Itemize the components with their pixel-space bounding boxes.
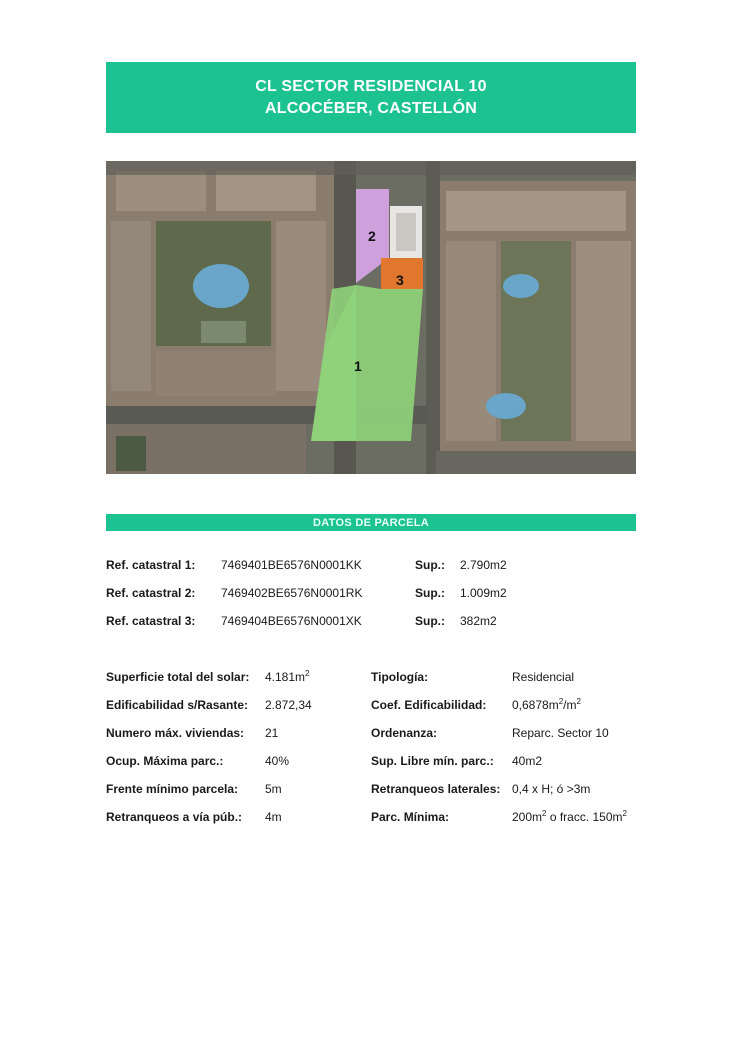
property-row [106,698,636,726]
cadastral-refs [106,558,636,642]
property-value [265,670,309,684]
property-row [106,726,636,754]
title-line-2: ALCOCÉBER, CASTELLÓN [265,99,477,117]
property-row [106,782,636,810]
property-row [106,810,636,838]
aerial-map-drawing [106,161,636,474]
title-banner [106,62,636,133]
property-label: Numero máx. viviendas: [106,726,245,740]
property-value: 4m [265,810,282,824]
property-value: 21 [265,726,279,740]
property-value: 5m [265,782,282,796]
parcel-label-2: 2 [368,228,376,244]
property-label: Ordenanza: [371,726,438,740]
value-tail: o fracc. 150m [546,810,623,824]
property-label: Edificabilidad s/Rasante: [106,698,249,712]
property-label: Ocup. Máxima parc.: [106,754,224,768]
ref-value: 7469401BE6576N0001KK [221,558,362,572]
value-text: 0,6878m [512,698,559,712]
property-value: Reparc. Sector 10 [512,726,609,740]
cadastral-row [106,614,636,642]
property-label: Superficie total del solar: [106,670,250,684]
property-value: 2.872,34 [265,698,312,712]
property-value [512,810,627,824]
property-label: Frente mínimo parcela: [106,782,239,796]
aerial-map [106,161,636,474]
superscript: 2 [558,697,564,706]
property-label: Parc. Mínima: [371,810,450,824]
value-text: 4.181m [265,670,306,684]
ref-label: Ref. catastral 3: [106,614,196,628]
cadastral-row [106,586,636,614]
sup-value: 382m2 [460,614,497,628]
property-value [512,698,581,712]
section-title-bar [106,514,636,531]
ref-value: 7469402BE6576N0001RK [221,586,363,600]
title-line-1: CL SECTOR RESIDENCIAL 10 [255,77,487,95]
property-label: Tipología: [371,670,429,684]
sup-label: Sup.: [415,558,445,572]
property-label: Sup. Libre mín. parc.: [371,754,494,768]
parcel-label-3: 3 [396,272,404,288]
cadastral-row [106,558,636,586]
property-label: Coef. Edificabilidad: [371,698,487,712]
property-value: 40m2 [512,754,543,768]
sup-value: 1.009m2 [460,586,507,600]
property-label: Retranqueos laterales: [371,782,501,796]
ref-label: Ref. catastral 1: [106,558,196,572]
property-label: Retranqueos a vía púb.: [106,810,243,824]
parcel-properties [106,670,636,838]
superscript: 2 [305,669,310,678]
ref-label: Ref. catastral 2: [106,586,196,600]
property-row [106,754,636,782]
value-text: 200m [512,810,543,824]
section-title: DATOS DE PARCELA [312,516,430,529]
property-value: 40% [265,754,290,768]
property-value: 0,4 x H; ó >3m [512,782,591,796]
sup-label: Sup.: [415,614,445,628]
parcel-label-1: 1 [354,358,362,374]
sup-value: 2.790m2 [460,558,507,572]
value-tail: /m [563,698,577,712]
superscript: 2 [576,697,581,706]
superscript: 2 [542,809,547,818]
property-value: Residencial [512,670,575,684]
property-row [106,670,636,698]
superscript: 2 [622,809,627,818]
sup-label: Sup.: [415,586,445,600]
ref-value: 7469404BE6576N0001XK [221,614,362,628]
